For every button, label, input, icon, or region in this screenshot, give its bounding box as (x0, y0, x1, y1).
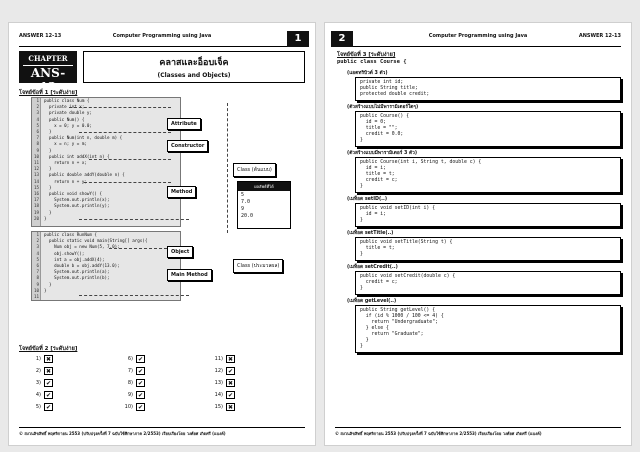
answer-number: 7) (127, 368, 133, 374)
output-box (237, 181, 291, 229)
label-class-template: Class (ต้นแบบ) (233, 163, 276, 177)
check-mark-icon: ✔ (45, 380, 52, 387)
answer-item (27, 403, 53, 411)
cross-mark-icon: ✖ (45, 356, 52, 363)
check-mark-icon: ✔ (137, 368, 144, 375)
guide-line (227, 103, 228, 233)
section-setid: (เมท็อด setID(..) (347, 197, 388, 202)
guide-line (79, 219, 189, 220)
left-header (19, 31, 305, 47)
header-center-text: Computer Programming using Java (112, 33, 212, 39)
answer-item (209, 379, 235, 387)
left-page (8, 22, 316, 446)
chapter-label: CHAPTER (28, 54, 68, 63)
section-setcredit: (เมท็อด setCredit(..) (347, 265, 398, 270)
cross-mark-icon: ✖ (227, 380, 234, 387)
guide-line (84, 182, 171, 183)
answer-number: 14) (214, 392, 223, 398)
guide-line (79, 295, 189, 296)
code-getlevel: public String getLevel() { if (id % 1000 / 100 <= 4) { return "Undergraduate"; } else { return "Graduate"; } } (355, 305, 621, 353)
check-mark-icon: ✔ (137, 404, 144, 411)
answer-number: 2) (35, 368, 41, 374)
output-values (238, 191, 290, 221)
label-attribute: Attribute (167, 118, 201, 130)
code-attributes: private int id; public String title; protected double credit; (355, 77, 621, 101)
guide-line (69, 107, 171, 108)
guide-line (89, 159, 171, 160)
code-settitle: public void setTitle(String t) { title = t; } (355, 237, 621, 261)
right-footer: © สงวนลิขสิทธิ์ พฤศจิกายน 2553 (ปรับปรุงครั้งที่ 7 ฉบับใช้ศึกษาภาค 2/2553) เรียบเรียงโดย วงศ์ยศ เกิดศรี (แบงค์) (335, 427, 621, 437)
cross-mark-icon: ✖ (227, 404, 234, 411)
answer-number: 9) (127, 392, 133, 398)
answer-number: 13) (214, 380, 223, 386)
label-constructor: Constructor (167, 140, 208, 152)
section-param-constructor: (ตัวสร้างแบบมีพารามิเตอร์ 3 ตัว) (347, 151, 418, 156)
label-class-processing: Class (ประมวลผล) (233, 259, 283, 273)
answer-number: 5) (35, 404, 41, 410)
answer-item (119, 391, 145, 399)
answer-item (27, 391, 53, 399)
output-title: ผลลัพธ์ที่ได้ (238, 182, 290, 191)
check-mark-icon: ✔ (137, 380, 144, 387)
code-setid: public void setID(int i) { id = i; } (355, 203, 621, 227)
left-footer: © สงวนลิขสิทธิ์ พฤศจิกายน 2553 (ปรับปรุงครั้งที่ 7 ฉบับใช้ศึกษาภาค 2/2553) เรียบเรียงโดย วงศ์ยศ เกิดศรี (แบงค์) (19, 427, 305, 437)
answer-item (27, 367, 53, 375)
code-default-constructor: public Course() { id = 0; title = ""; credit = 0.0; } (355, 111, 621, 147)
label-main-method: Main Method (167, 269, 212, 281)
check-mark-icon: ✔ (45, 404, 52, 411)
page-number: 2 (331, 31, 353, 47)
section-settitle: (เมท็อด setTitle(..) (347, 231, 394, 236)
header-left-text: ANSWER 12-13 (19, 33, 62, 39)
output-value: 5 (241, 192, 245, 198)
code-block-num-class (31, 97, 181, 227)
check-mark-icon: ✔ (137, 356, 144, 363)
answer-item (209, 403, 235, 411)
right-page (324, 22, 632, 446)
code-text: public class RunNum { public static void main(String[] args){ Num obj = new Num(5, 7.0); obj.showY(); int a = obj.addX(4); double b = obj.addY(13.0); System.out.println(a); System.out.println(b); } } (44, 232, 148, 293)
answer-item (119, 367, 145, 375)
check-mark-icon: ✔ (45, 392, 52, 399)
output-value: 20.0 (241, 213, 254, 219)
label-object: Object (167, 246, 193, 258)
chapter-code: ANS-12 (23, 65, 73, 94)
guide-line (79, 132, 171, 133)
question-2-title: โจทย์ข้อที่ 2 [ระดับง่าย] (19, 346, 78, 352)
code-param-constructor: public Course(int i, String t, double c) { id = i; title = t; credit = c; } (355, 157, 621, 193)
header-right-text: ANSWER 12-13 (578, 33, 621, 39)
check-mark-icon: ✔ (227, 392, 234, 399)
guide-line (109, 248, 167, 249)
answer-item (209, 367, 235, 375)
answer-number: 10) (124, 404, 133, 410)
header-center-text: Computer Programming using Java (428, 33, 528, 39)
chapter-title-thai: คลาสและอ็อบเจ็ค (159, 58, 229, 68)
answer-number: 12) (214, 368, 223, 374)
check-mark-icon: ✔ (227, 368, 234, 375)
line-numbers: 1 2 3 4 5 6 7 8 9 10 11 (33, 232, 39, 300)
code-setcredit: public void setCredit(double c) { credit = c; } (355, 271, 621, 295)
code-text: public class Num { private int x; private double y; public Num() { x = 0; y = 0.0; } public Num(int n, double m) { x = n; y = m; } public int addX(int n) { return n + x; } public double addY(double n) { return n + y; } public void showY() { System.out.println(x); System.out.println(y); } } (44, 98, 125, 221)
chapter-title-english: (Classes and Objects) (157, 72, 231, 79)
cross-mark-icon: ✖ (227, 356, 234, 363)
class-declaration: public class Course { (337, 59, 407, 65)
answer-item (209, 355, 235, 363)
answer-number: 8) (127, 380, 133, 386)
output-value: 9 (241, 206, 245, 212)
answer-item (209, 391, 235, 399)
answer-item (119, 403, 145, 411)
answer-number: 6) (127, 356, 133, 362)
answer-item (27, 379, 53, 387)
answer-number: 1) (35, 356, 41, 362)
answer-number: 15) (214, 404, 223, 410)
answer-number: 4) (35, 392, 41, 398)
page-number: 1 (287, 31, 309, 47)
answer-item (119, 379, 145, 387)
answer-item (119, 355, 145, 363)
chapter-title-box (83, 51, 305, 83)
section-default-constructor: (ตัวสร้างแบบไม่มีพารามิเตอร์ใดๆ) (347, 105, 419, 110)
output-value: 7.0 (241, 199, 251, 205)
section-getlevel: (เมท็อด getLevel(..) (347, 299, 397, 304)
line-numbers: 1 2 3 4 5 6 7 8 9 10 11 12 13 14 15 16 17 18 19 20 (32, 98, 41, 226)
question-1-title: โจทย์ข้อที่ 1 [ระดับง่าย] (19, 90, 78, 96)
code-block-runnum-class (31, 231, 181, 301)
label-method: Method (167, 186, 196, 198)
answer-number: 11) (214, 356, 223, 362)
check-mark-icon: ✔ (137, 392, 144, 399)
right-header (335, 31, 621, 47)
question-3-title: โจทย์ข้อที่ 3 [ระดับง่าย] (337, 52, 396, 58)
answer-number: 3) (35, 380, 41, 386)
cross-mark-icon: ✖ (45, 368, 52, 375)
section-attributes: (แอตทริบิวต์ 3 ตัว) (347, 71, 388, 76)
answer-item (27, 355, 53, 363)
